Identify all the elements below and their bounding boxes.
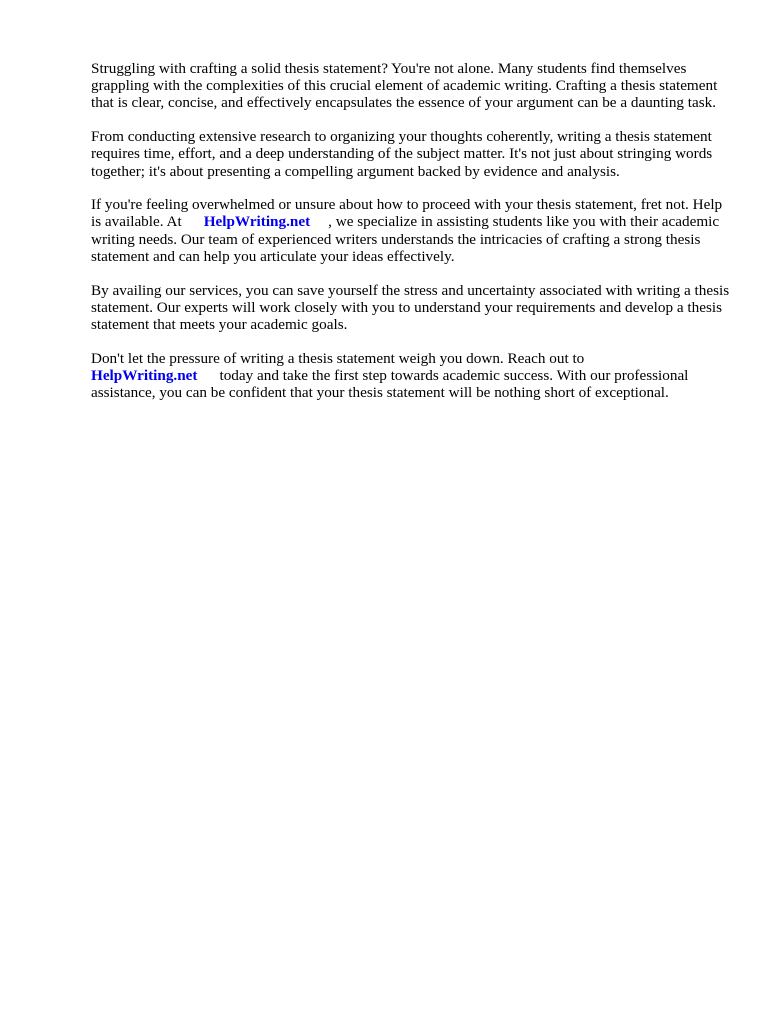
paragraph-research: From conducting extensive research to organizing your thoughts coherently, writing a thesis statement requires time, effort, and a deep understanding of the subject matter. It's not just about stringing words together; it's about presenting a compelling argument backed by evidence and analysis.	[91, 128, 713, 180]
paragraph-help-available	[91, 196, 731, 265]
paragraph-text-after-link: today and take the first step towards academic success. With our professional assistance, you can be confident that your thesis statement will be nothing short of exceptional.	[91, 366, 689, 402]
paragraph-text-after-link: , we specialize in assisting students like you with their academic writing needs. Our team of experienced writers understands the intricacies of crafting a strong thesis statement and can help you articulate your ideas effectively.	[91, 213, 720, 265]
paragraph-text-before-link: Don't let the pressure of writing a thesis statement weigh you down. Reach out to	[91, 349, 585, 367]
paragraph-call-to-action	[91, 350, 731, 402]
paragraph-services: By availing our services, you can save yourself the stress and uncertainty associated with writing a thesis statement. Our experts will work closely with you to understand your requirements and develop a thesis statement that meets your academic goals.	[91, 281, 730, 333]
paragraph-text-before-link: If you're feeling overwhelmed or unsure about how to proceed with your thesis statement, fret not. Help is available. At	[91, 196, 723, 231]
paragraph-intro: Struggling with crafting a solid thesis statement? You're not alone. Many students find themselves grappling with the complexities of this crucial element of academic writing. Crafting a thesis statement that is clear, concise, and effectively encapsulates the essence of your argument can be a daunting task.	[91, 60, 718, 112]
document-body	[91, 60, 731, 418]
helpwriting-link[interactable]: HelpWriting.net	[91, 366, 198, 384]
helpwriting-link[interactable]: HelpWriting.net	[203, 213, 311, 231]
